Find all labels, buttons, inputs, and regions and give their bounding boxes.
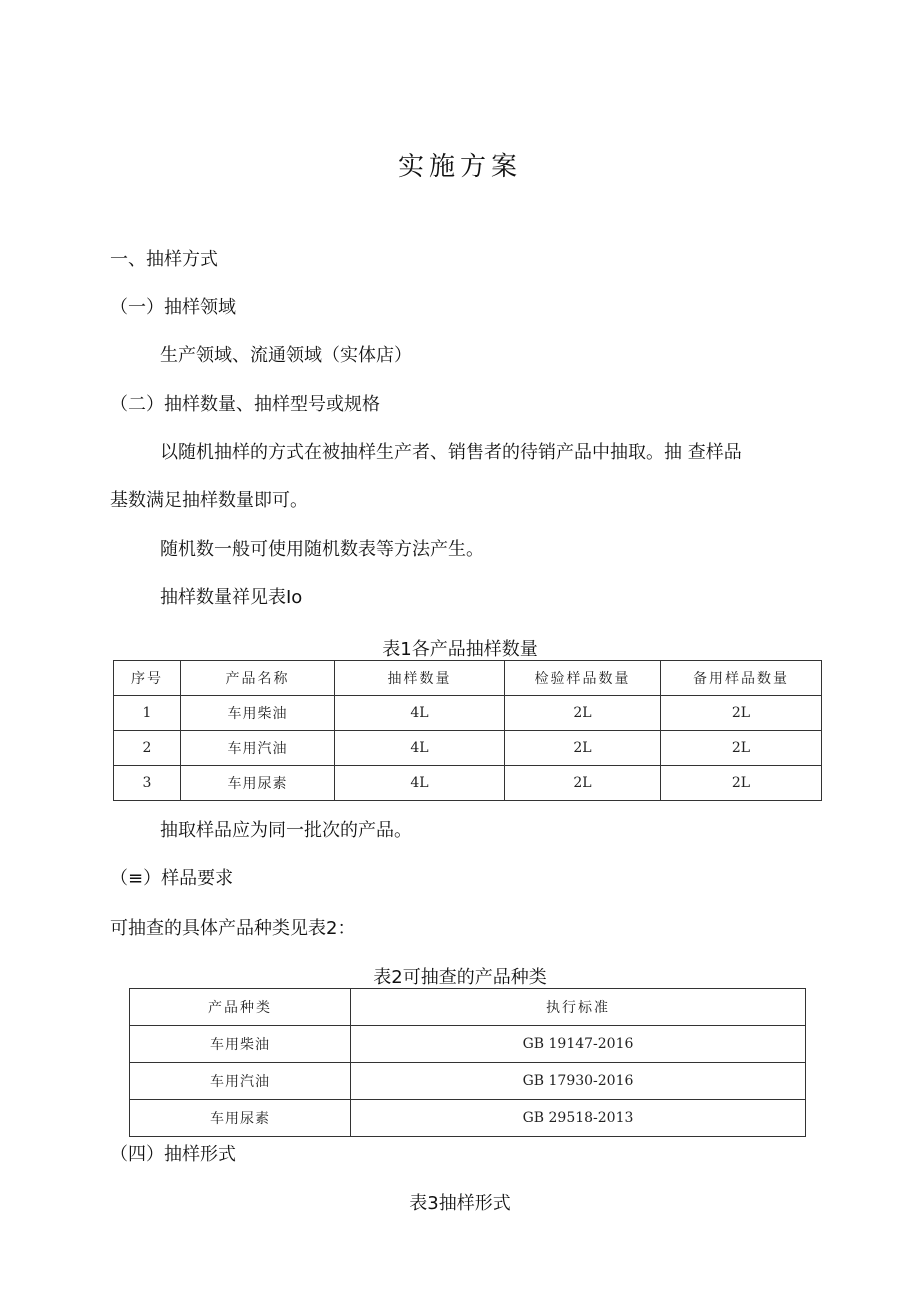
table-cell: GB 19147-2016 [351,1026,806,1063]
after-table-1-text: 抽取样品应为同一批次的产品。 [160,820,412,841]
table-cell: 2L [505,731,661,766]
table-cell: 4L [335,766,505,801]
table-1-caption: 表1各产品抽样数量 [382,639,538,660]
section-1-2-heading: （二）抽样数量、抽样型号或规格 [110,394,380,415]
table-cell: 2L [661,731,822,766]
section-1-4-heading: （四）抽样形式 [110,1144,236,1165]
table-2-caption: 表2可抽查的产品种类 [373,967,547,988]
table-cell: 1 [114,696,181,731]
table-cell: 3 [114,766,181,801]
section-1-2-random-note: 随机数一般可使用随机数表等方法产生。 [160,539,484,560]
section-1-1-text: 生产领域、流通领域（实体店） [160,345,412,366]
table-2-product-types [129,988,806,1137]
section-1-1-heading: （一）抽样领域 [110,297,236,318]
table-header-cell: 序号 [114,661,181,696]
table-cell: 车用柴油 [130,1026,351,1063]
table-header-cell: 抽样数量 [335,661,505,696]
table-cell: 车用汽油 [130,1063,351,1100]
table-cell: 2L [661,696,822,731]
table-cell: 4L [335,696,505,731]
table-row [114,696,822,731]
table-cell: 车用汽油 [181,731,335,766]
table-row [130,1026,806,1063]
table-header-row [114,661,822,696]
table-row [130,1100,806,1137]
table-header-row [130,989,806,1026]
section-1-2-paragraph-line-2: 基数满足抽样数量即可。 [110,490,308,511]
table-cell: 2L [505,696,661,731]
document-title: 实施方案 [397,152,522,182]
table-cell: 2L [505,766,661,801]
table-3-caption: 表3抽样形式 [409,1193,511,1214]
table-row [114,731,822,766]
table-row [114,766,822,801]
table-header-cell: 检验样品数量 [505,661,661,696]
section-1-2-table-ref: 抽样数量祥见表Io [160,587,303,608]
table-cell: 2L [661,766,822,801]
section-1-3-text: 可抽查的具体产品种类见表2： [110,918,356,939]
table-cell: 4L [335,731,505,766]
table-cell: GB 17930-2016 [351,1063,806,1100]
table-cell: 车用尿素 [130,1100,351,1137]
section-1-2-paragraph-line-1: 以随机抽样的方式在被抽样生产者、销售者的待销产品中抽取。抽 查样品 [160,442,742,463]
table-cell: 车用尿素 [181,766,335,801]
table-cell: GB 29518-2013 [351,1100,806,1137]
section-1-3-heading: （≡）样品要求 [110,868,234,889]
table-header-cell: 执行标准 [351,989,806,1026]
table-header-cell: 备用样品数量 [661,661,822,696]
table-header-cell: 产品名称 [181,661,335,696]
table-cell: 车用柴油 [181,696,335,731]
table-row [130,1063,806,1100]
table-cell: 2 [114,731,181,766]
table-1-sampling-quantity [113,660,822,801]
section-1-heading: 一、抽样方式 [110,249,218,270]
table-header-cell: 产品种类 [130,989,351,1026]
